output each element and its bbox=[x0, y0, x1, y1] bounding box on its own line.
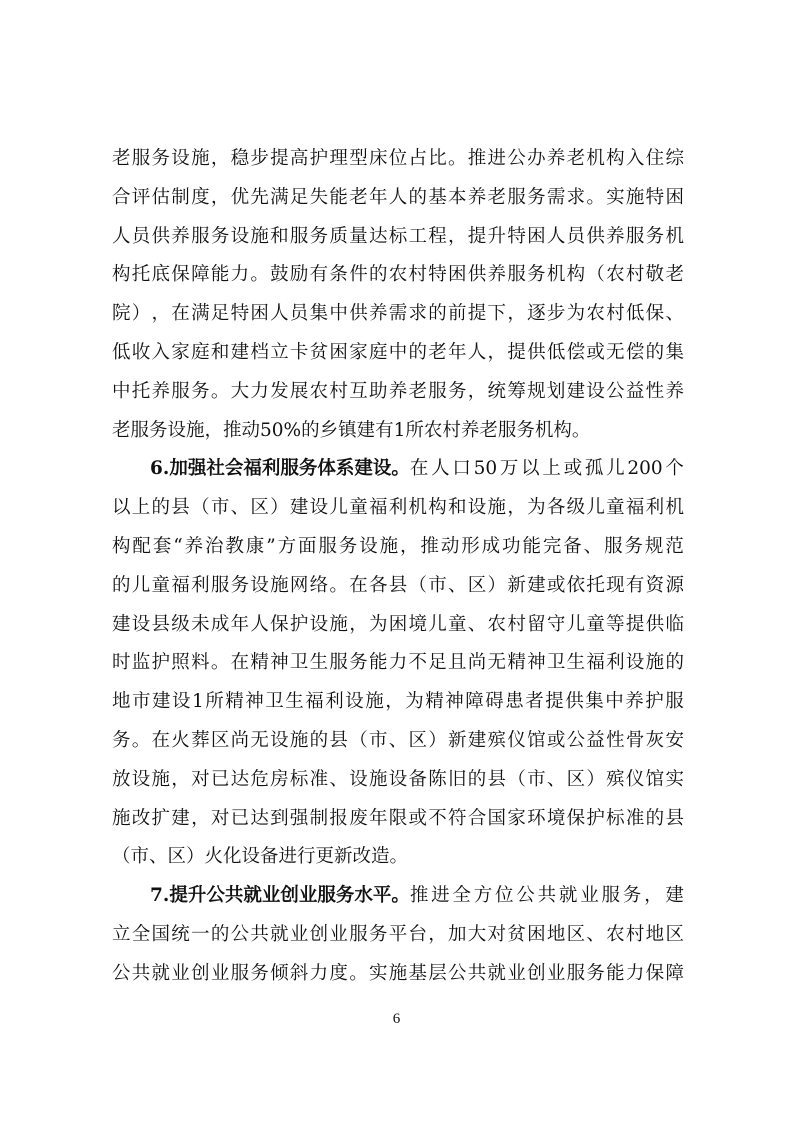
paragraph-first-line bbox=[112, 450, 684, 489]
text-line: 老服务设施，推动50%的乡镇建有1所农村养老服务机构。 bbox=[112, 419, 591, 441]
text-line: 构 托 底 保 障 能 力 。 鼓 励 有 条 件 的 农 村 特 困 供 养 服 务 机 构 （ 农 村 敬 老 bbox=[112, 264, 684, 286]
text-segment: 推 进 全 方 位 公 共 就 业 服 务 ， 建 bbox=[409, 885, 684, 907]
text-line: 施 改 扩 建 ， 对 已 达 到 强 制 报 废 年 限 或 不 符 合 国 家 环 境 保 护 标 准 的 县 bbox=[112, 807, 684, 829]
text-line: （市、区）火化设备进行更新改造。 bbox=[112, 846, 409, 868]
page-number: 6 bbox=[392, 1011, 401, 1027]
text-line: 低 收 入 家 庭 和 建 档 立 卡 贫 困 家 庭 中 的 老 年 人 ， 提 供 低 偿 或 无 偿 的 集 bbox=[112, 341, 684, 363]
section-heading: 7.提升公共就业创业服务水平。 bbox=[150, 885, 410, 907]
text-line: 放 设 施 ， 对 已 达 危 房 标 准 、 设 施 设 备 陈 旧 的 县 （ 市 、 区 ） 殡 仪 馆 实 bbox=[112, 768, 684, 790]
text-line: 时 监 护 照 料 。 在 精 神 卫 生 服 务 能 力 不 足 且 尚 无 精 神 卫 生 福 利 设 施 的 bbox=[112, 652, 684, 674]
text-line: 公 共 就 业 创 业 服 务 倾 斜 力 度 。 实 施 基 层 公 共 就 业 创 业 服 务 能 力 保 障 bbox=[112, 962, 684, 984]
text-line: 务 。 在 火 葬 区 尚 无 设 施 的 县 （ 市 、 区 ） 新 建 殡 仪 馆 或 公 益 性 骨 灰 安 bbox=[112, 729, 684, 751]
body-text bbox=[112, 140, 684, 994]
text-line: 中 托 养 服 务 。 大 力 发 展 农 村 互 助 养 老 服 务 ， 统 筹 规 划 建 设 公 益 性 养 bbox=[112, 380, 684, 402]
text-line: 人 员 供 养 服 务 设 施 和 服 务 质 量 达 标 工 程 ， 提 升 特 困 人 员 供 养 服 务 机 bbox=[112, 225, 684, 247]
text-line: 院 ） ， 在 满 足 特 困 人 员 集 中 供 养 需 求 的 前 提 下 ， 逐 步 为 农 村 低 保 、 bbox=[112, 303, 684, 325]
text-line: 合 评 估 制 度 ， 优 先 满 足 失 能 老 年 人 的 基 本 养 老 服 务 需 求 。 实 施 特 困 bbox=[112, 186, 684, 208]
text-line: 以 上 的 县 （ 市 、 区 ） 建 设 儿 童 福 利 机 构 和 设 施 ， 为 各 级 儿 童 福 利 机 bbox=[112, 497, 684, 519]
text-line: 地 市 建 设 1 所 精 神 卫 生 福 利 设 施 ， 为 精 神 障 碍 患 者 提 供 集 中 养 护 服 bbox=[112, 691, 684, 713]
text-segment: 在 人 口 50 万 以 上 或 孤 儿 200 个 bbox=[409, 458, 684, 480]
section-heading: 6.加强社会福利服务体系建设。 bbox=[150, 458, 410, 480]
text-line: 的 儿 童 福 利 服 务 设 施 网 络 。 在 各 县 （ 市 、 区 ） 新 建 或 依 托 现 有 资 源 bbox=[112, 574, 684, 596]
text-line: 老 服 务 设 施 ， 稳 步 提 高 护 理 型 床 位 占 比 。 推 进 公 办 养 老 机 构 入 住 综 bbox=[112, 148, 684, 169]
text-line: 建 设 县 级 未 成 年 人 保 护 设 施 ， 为 困 境 儿 童 、 农 村 留 守 儿 童 等 提 供 临 bbox=[112, 613, 684, 635]
paragraph-first-line bbox=[112, 877, 684, 916]
text-line: 构 配 套 “ 养 治 教 康 ” 方 面 服 务 设 施 ， 推 动 形 成 功 能 完 备 、 服 务 规 范 bbox=[112, 535, 684, 557]
text-line: 立 全 国 统 一 的 公 共 就 业 创 业 服 务 平 台 ， 加 大 对 贫 困 地 区 、 农 村 地 区 bbox=[112, 923, 684, 945]
